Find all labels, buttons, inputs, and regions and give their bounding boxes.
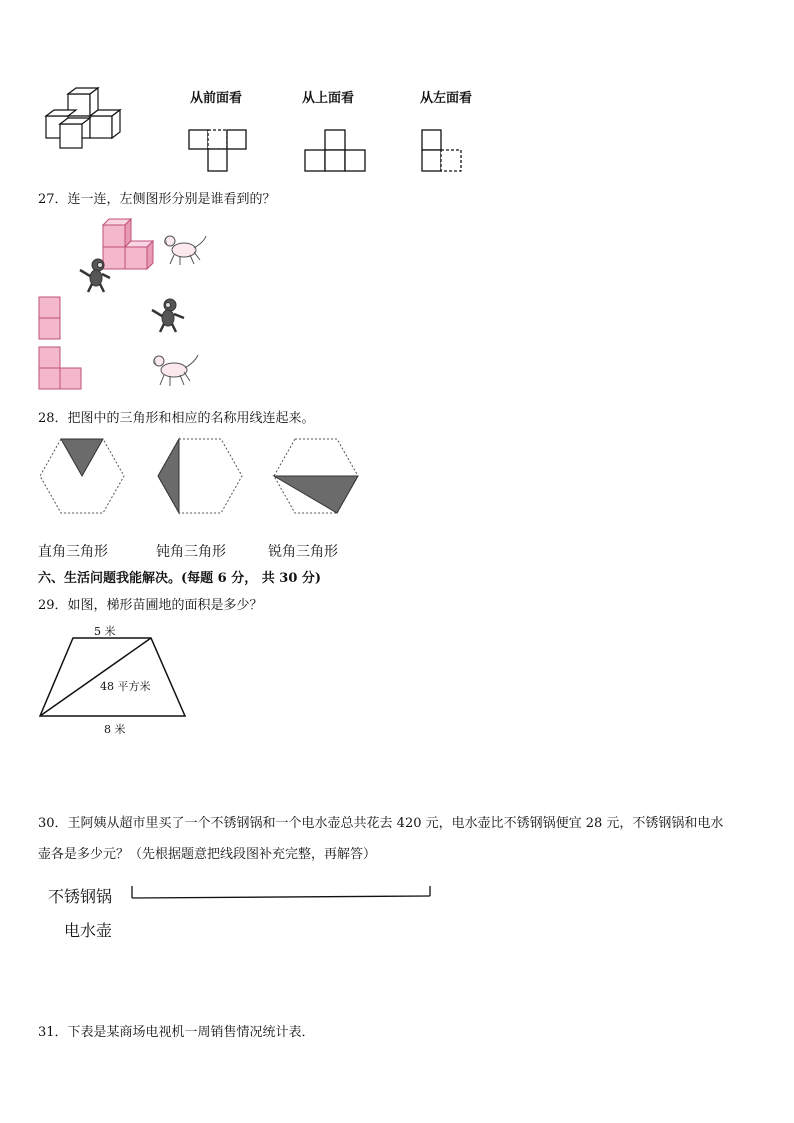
- view-label-front: 从前面看: [190, 91, 243, 106]
- trapezoid-bottom-label: 8 米: [104, 723, 126, 736]
- dog-icon: [160, 230, 208, 270]
- triangle-name-obtuse: 钝角三角形: [156, 544, 226, 560]
- dog-icon: [148, 350, 200, 392]
- segment-line-pot: [130, 880, 434, 902]
- view-label-top: 从上面看: [302, 91, 355, 106]
- section-6-title: 六、生活问题我能解决。(每题 6 分， 共 30 分): [38, 571, 322, 586]
- left-view-shape: [421, 128, 465, 174]
- trapezoid-area-label: 48 平方米: [100, 680, 151, 693]
- segment-label-kettle: 电水壶: [64, 921, 113, 940]
- question-30-line-1: 30．王阿姨从超市里买了一个不锈钢锅和一个电水壶总共花去 420 元，电水壶比不锈钢锅便宜 28 元，不锈钢锅和电水: [38, 816, 724, 831]
- cube-stack-figure: [40, 86, 130, 156]
- top-view-shape: [304, 128, 368, 174]
- trapezoid-top-label: 5 米: [94, 625, 116, 638]
- question-28-text: 28．把图中的三角形和相应的名称用线连起来。: [38, 411, 315, 426]
- hexagon-figure-3: [274, 438, 360, 516]
- question-29-text: 29．如图，梯形苗圃地的面积是多少？: [38, 598, 263, 613]
- triangle-name-acute: 锐角三角形: [268, 544, 338, 560]
- hexagon-figure-1: [40, 438, 126, 516]
- hexagon-figure-2: [158, 438, 244, 516]
- pink-view-two-squares: [38, 296, 62, 342]
- monkey-icon: [76, 256, 114, 294]
- front-view-shape: [188, 128, 248, 174]
- triangle-name-right: 直角三角形: [38, 544, 108, 560]
- monkey-icon: [150, 296, 188, 334]
- question-30-line-2: 壶各是多少元？（先根据题意把线段图补充完整，再解答）: [38, 847, 377, 862]
- view-label-left: 从左面看: [420, 91, 473, 106]
- pink-view-l-shape: [38, 346, 84, 392]
- question-31-text: 31．下表是某商场电视机一周销售情况统计表．: [38, 1025, 315, 1040]
- segment-label-pot: 不锈钢锅: [48, 887, 113, 906]
- question-27-text: 27．连一连，左侧图形分别是谁看到的？: [38, 192, 276, 207]
